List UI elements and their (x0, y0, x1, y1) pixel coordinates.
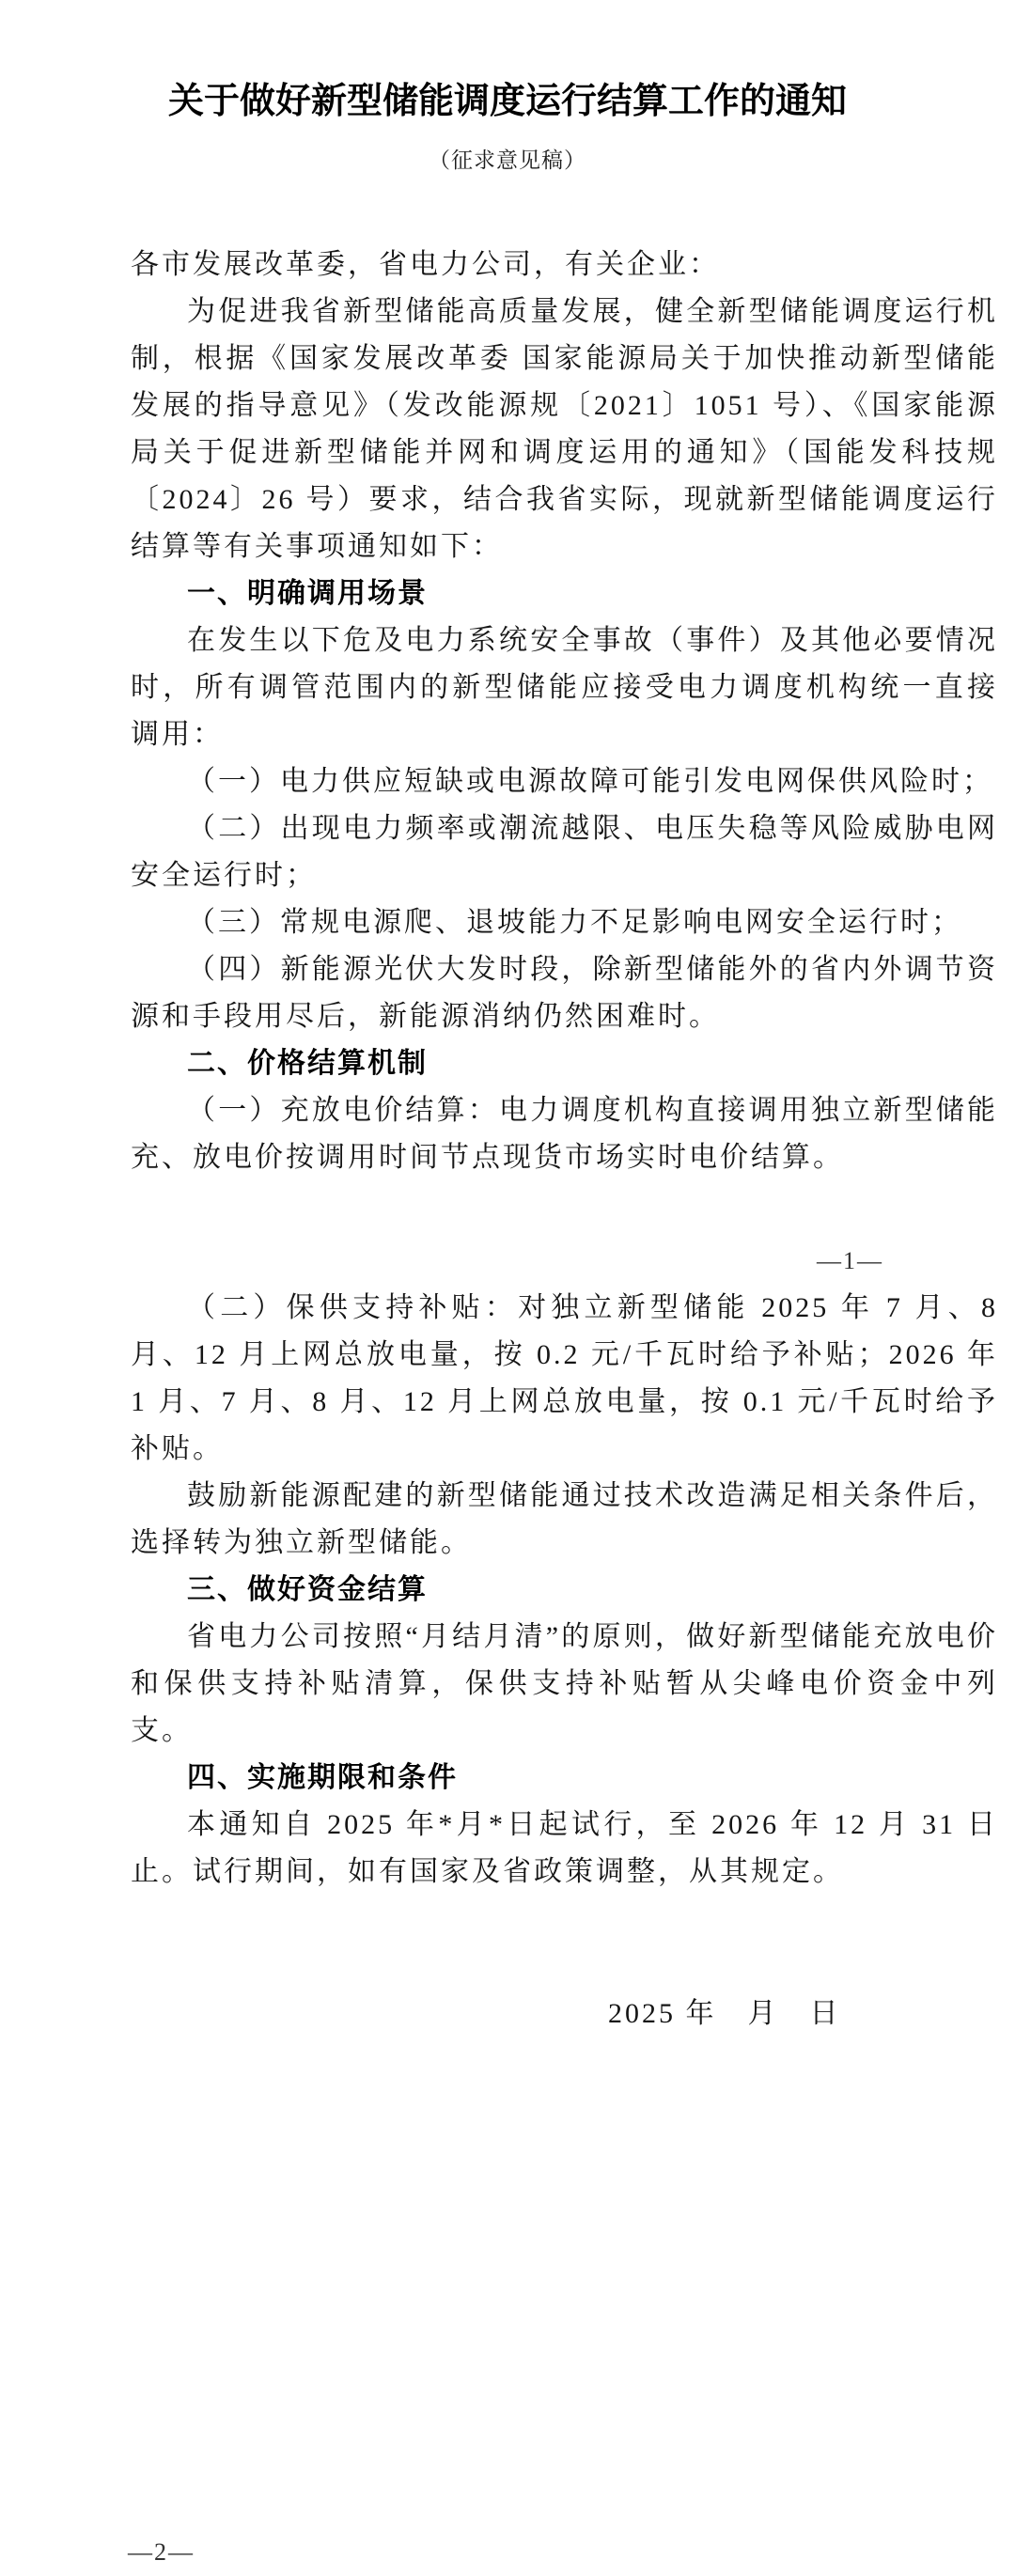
salutation-line: 各市发展改革委，省电力公司，有关企业： (131, 249, 720, 280)
section-1-paragraph: 在发生以下危及电力系统安全事故（事件）及其他必要情况时，所有调管范围内的新型储能应接受电力调度机构统一直接调用： (131, 625, 998, 750)
page-number-2: —2— (128, 2538, 195, 2566)
section-2-item-1: （一）充放电价结算：电力调度机构直接调用独立新型储能充、放电价按调用时间节点现货市场实时电价结算。 (131, 1095, 998, 1173)
section-4-heading: 四、实施期限和条件 (187, 1762, 458, 1793)
section-1-item-4: （四）新能源光伏大发时段，除新型储能外的省内外调节资源和手段用尽后，新能源消纳仍然困难时。 (131, 954, 998, 1032)
intro-paragraph: 为促进我省新型储能高质量发展，健全新型储能调度运行机制，根据《国家发展改革委 国家能源局关于加快推动新型储能发展的指导意见》（发改能源规〔2021〕1051 号）、《国家能源局关于促进新型储能并网和调度运用的通知》（国能发科技规〔2024〕26 号）要求，结合我省实际，现就新型储能调度运行结算等有关事项通知如下： (131, 296, 998, 562)
section-4-paragraph: 本通知自 2025 年*月*日起试行，至 2026 年 12 月 31 日止。试行期间，如有国家及省政策调整，从其规定。 (131, 1809, 998, 1887)
section-2-item-3: 鼓励新能源配建的新型储能通过技术改造满足相关条件后，选择转为独立新型储能。 (131, 1480, 998, 1558)
section-1-item-1: （一）电力供应短缺或电源故障可能引发电网保供风险时； (187, 766, 993, 797)
page-number-1: —1— (817, 1247, 883, 1274)
document-subtitle: （征求意见稿） (429, 148, 586, 172)
section-1-heading: 一、明确调用场景 (187, 578, 428, 609)
section-1-item-3: （三）常规电源爬、退坡能力不足影响电网安全运行时； (187, 907, 962, 938)
document-title: 关于做好新型储能调度运行结算工作的通知 (167, 82, 847, 121)
section-3-paragraph: 省电力公司按照“月结月清”的原则，做好新型储能充放电价和保供支持补贴清算，保供支持补贴暂从尖峰电价资金中列支。 (131, 1621, 998, 1746)
document-body (128, 242, 998, 2576)
section-2-item-2: （二）保供支持补贴：对独立新型储能 2025 年 7 月、8 月、12 月上网总放电量，按 0.2 元/千瓦时给予补贴；2026 年 1 月、7 月、8 月、12 月上网总放电量，按 0.1 元/千瓦时给予补贴。 (131, 1292, 998, 1464)
section-1-item-2: （二）出现电力频率或潮流越限、电压失稳等风险威胁电网安全运行时； (131, 813, 998, 891)
section-2-heading: 二、价格结算机制 (187, 1048, 428, 1079)
section-3-heading: 三、做好资金结算 (187, 1574, 428, 1605)
date-line: 2025 年 月 日 (608, 1998, 841, 2029)
